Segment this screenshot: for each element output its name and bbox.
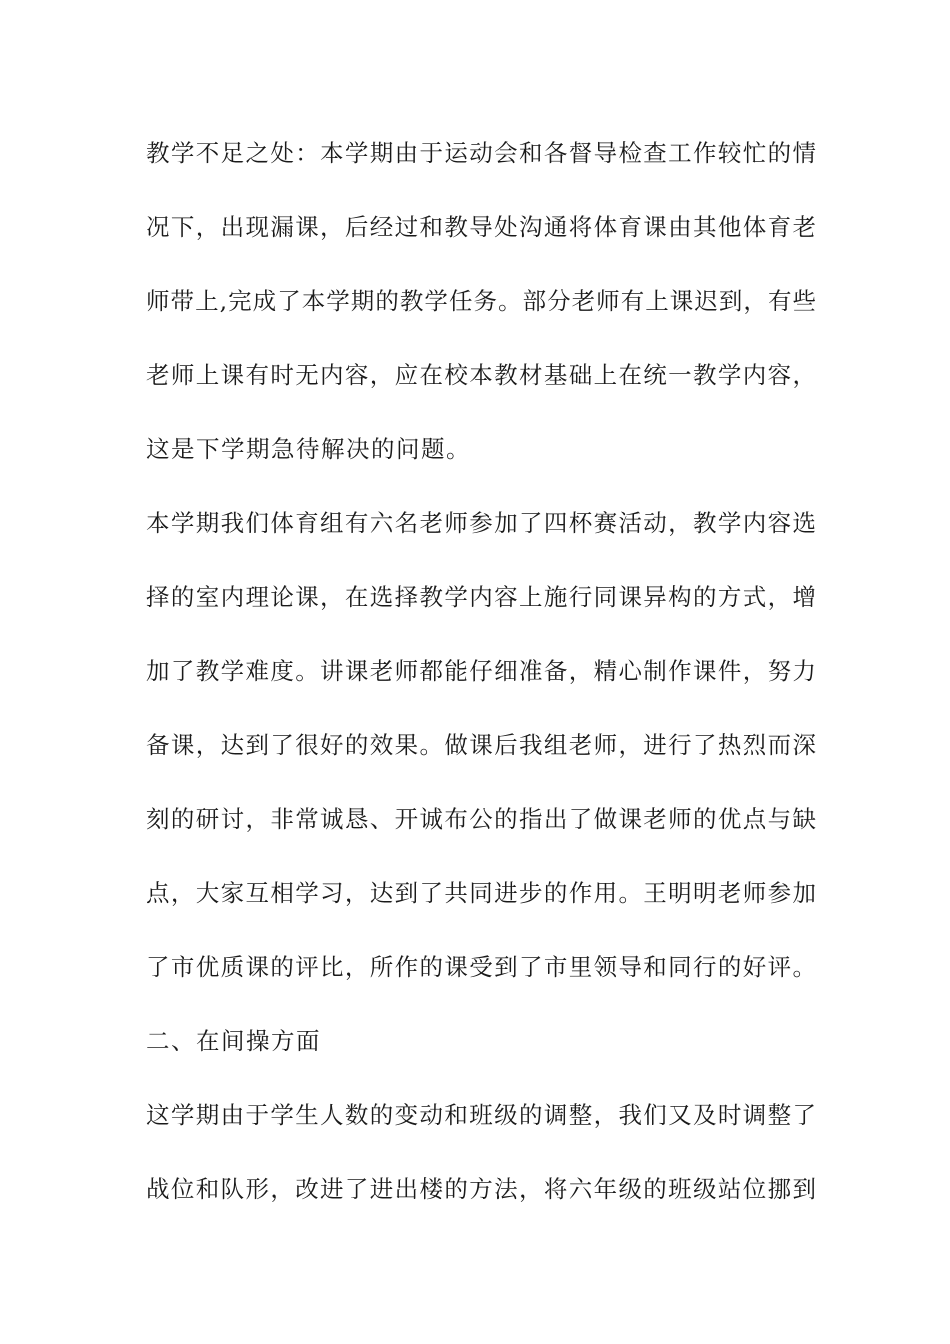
paragraph-line: 本学期我们体育组有六名老师参加了四杯赛活动，教学内容选 — [146, 509, 816, 537]
section-heading: 二、在间操方面 — [146, 1027, 321, 1055]
paragraph-line: 备课，达到了很好的效果。做课后我组老师，进行了热烈而深 — [146, 731, 816, 759]
paragraph-line: 战位和队形，改进了进出楼的方法，将六年级的班级站位挪到 — [146, 1175, 816, 1203]
paragraph-line: 点，大家互相学习，达到了共同进步的作用。王明明老师参加 — [146, 879, 816, 907]
paragraph-line: 师带上,完成了本学期的教学任务。部分老师有上课迟到，有些 — [146, 287, 816, 315]
paragraph-line: 这是下学期急待解决的问题。 — [146, 435, 471, 463]
paragraph-line: 了市优质课的评比，所作的课受到了市里领导和同行的好评。 — [146, 953, 816, 981]
paragraph-line: 刻的研讨，非常诚恳、开诚布公的指出了做课老师的优点与缺 — [146, 805, 816, 833]
paragraph-line: 教学不足之处：本学期由于运动会和各督导检查工作较忙的情 — [146, 139, 816, 167]
paragraph-line: 加了教学难度。讲课老师都能仔细准备，精心制作课件，努力 — [146, 657, 816, 685]
paragraph-line: 择的室内理论课，在选择教学内容上施行同课异构的方式，增 — [146, 583, 816, 611]
paragraph-line: 这学期由于学生人数的变动和班级的调整，我们又及时调整了 — [146, 1101, 816, 1129]
paragraph-line: 况下，出现漏课，后经过和教导处沟通将体育课由其他体育老 — [146, 213, 816, 241]
paragraph-line: 老师上课有时无内容，应在校本教材基础上在统一教学内容， — [146, 361, 816, 389]
